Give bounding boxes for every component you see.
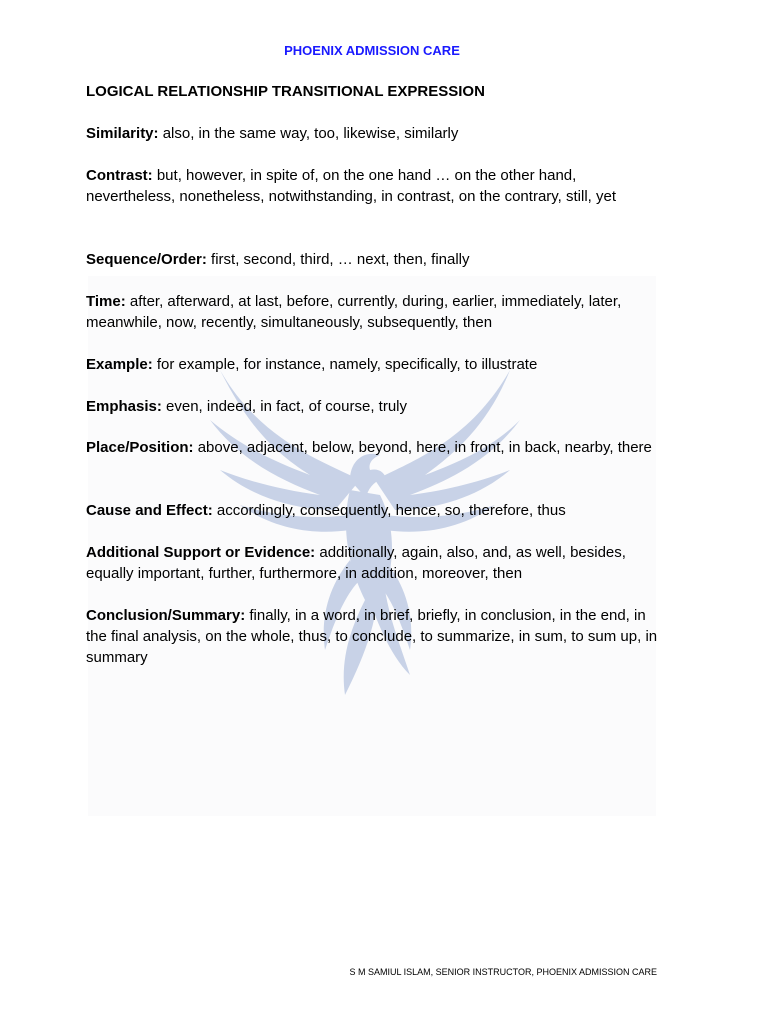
entry-term: Similarity:	[86, 125, 159, 142]
entry-term: Place/Position:	[86, 439, 194, 456]
entry-text: above, adjacent, below, beyond, here, in front, in back, nearby, there	[197, 439, 652, 456]
entry-term: Time:	[86, 293, 126, 310]
entry-sequence-order	[86, 249, 661, 270]
document-title: LOGICAL RELATIONSHIP TRANSITIONAL EXPRESSION	[86, 83, 485, 100]
entry-additional-support	[86, 542, 661, 584]
entry-text: after, afterward, at last, before, currently, during, earlier, immediately, later, meanwhile, now, recently, simultaneously, subsequently, then	[86, 293, 622, 331]
entry-text: finally, in a word, in brief, briefly, in conclusion, in the end, in the final analysis, on the whole, thus, to conclude, to summarize, in sum, to sum up, in summary	[86, 607, 658, 666]
entry-emphasis	[86, 396, 661, 417]
entry-term: Example:	[86, 356, 153, 373]
entry-term: Contrast:	[86, 167, 153, 184]
entry-term: Emphasis:	[86, 398, 162, 415]
entry-example	[86, 354, 661, 375]
entry-text: but, however, in spite of, on the one hand … on the other hand, nevertheless, nonetheless, notwithstanding, in contrast, on the contrary, still, yet	[86, 167, 617, 205]
entry-term: Cause and Effect:	[86, 502, 213, 519]
entry-text: also, in the same way, too, likewise, similarly	[162, 125, 459, 142]
entry-term: Additional Support or Evidence:	[86, 544, 316, 561]
entry-term: Conclusion/Summary:	[86, 607, 246, 624]
entry-cause-effect	[86, 500, 661, 521]
entry-similarity	[86, 123, 661, 144]
entry-text: even, indeed, in fact, of course, truly	[166, 398, 407, 415]
entry-text: for example, for instance, namely, specifically, to illustrate	[156, 356, 538, 373]
brand-header: PHOENIX ADMISSION CARE	[284, 43, 460, 58]
entry-place-position	[86, 437, 661, 458]
entry-text: accordingly, consequently, hence, so, therefore, thus	[216, 502, 566, 519]
entry-time	[86, 291, 661, 333]
entry-contrast	[86, 165, 661, 207]
entry-text: first, second, third, … next, then, finally	[211, 251, 470, 268]
entry-text: additionally, again, also, and, as well, besides, equally important, further, furthermore, in addition, moreover, then	[86, 544, 626, 582]
entry-term: Sequence/Order:	[86, 251, 207, 268]
footer-credit: S M SAMIUL ISLAM, SENIOR INSTRUCTOR, PHOENIX ADMISSION CARE	[349, 967, 657, 977]
entry-conclusion-summary	[86, 605, 661, 668]
